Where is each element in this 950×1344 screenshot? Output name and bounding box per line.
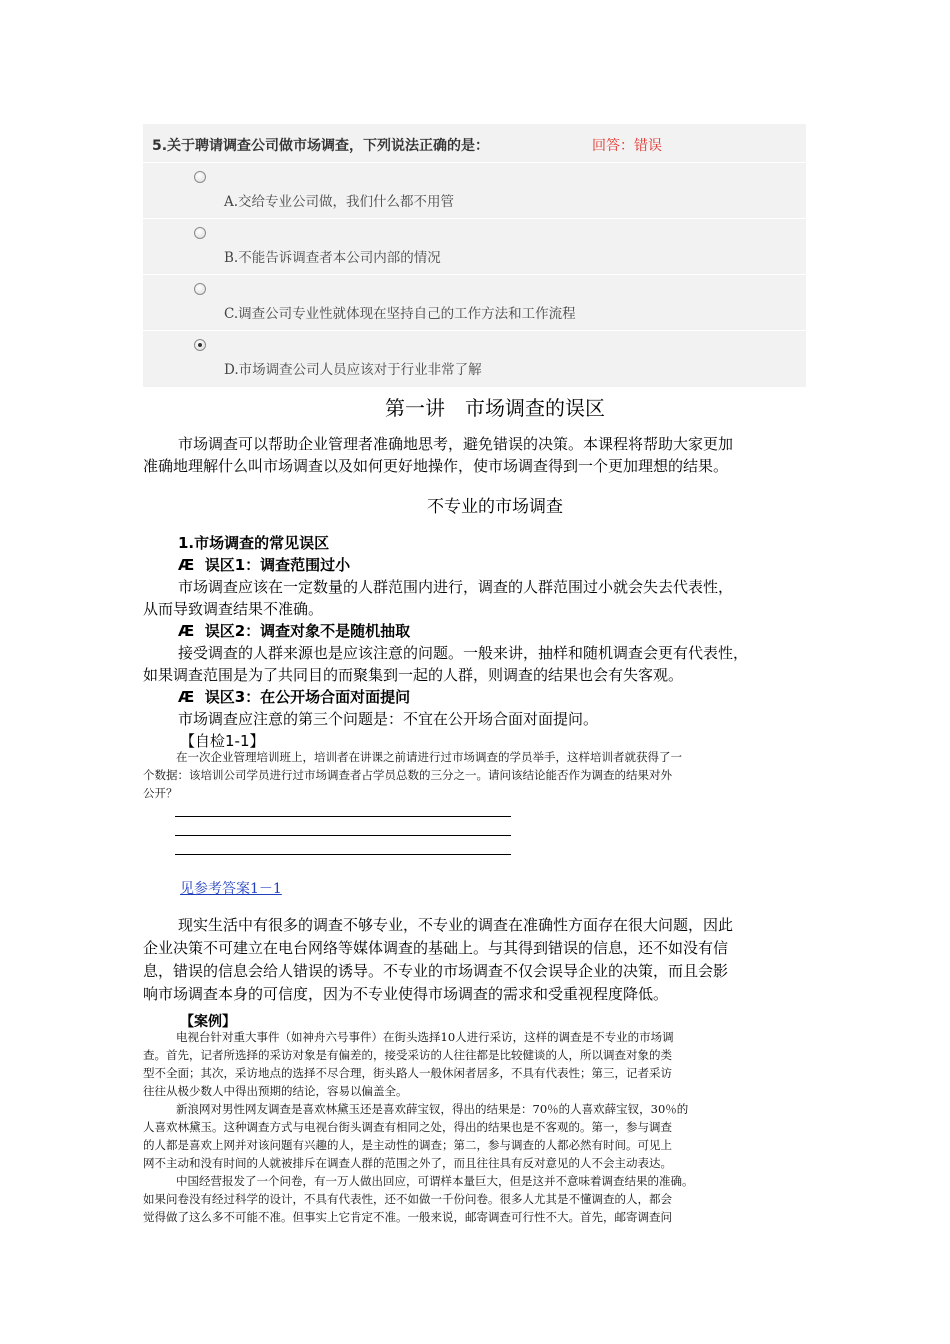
intro-line: 市场调查可以帮助企业管理者准确地思考，避免错误的决策。本课程将帮助大家更加 xyxy=(178,435,734,453)
misconception-text: 接受调查的人群来源也是应该注意的问题。一般来讲，抽样和随机调查会更有代表性， xyxy=(178,644,749,662)
option-a[interactable] xyxy=(143,163,806,219)
selfcheck-line: 在一次企业管理培训班上，培训者在讲课之前请进行过市场调查的学员举手，这样培训者就获得了一 xyxy=(176,750,682,764)
case-line: 中国经营报发了一个问卷，有一万人做出回应，可谓样本量巨大，但是这并不意味着调查结果的准确。 xyxy=(176,1174,694,1188)
case-line: 如果问卷没有经过科学的设计，不具有代表性，还不如做一千份问卷。很多人尤其是不懂调查的人，都会 xyxy=(143,1192,672,1206)
question-text: 5.关于聘请调查公司做市场调查，下列说法正确的是： xyxy=(152,138,490,154)
option-label: D.市场调查公司人员应该对于行业非常了解 xyxy=(224,362,482,378)
body-line: 现实生活中有很多的调查不够专业，不专业的调查在准确性方面存在很大问题，因此 xyxy=(178,916,734,934)
bullet-glyph: Æ xyxy=(178,622,195,640)
misconception-heading xyxy=(143,554,823,576)
sub-title: 1.市场调查的常见误区 xyxy=(178,534,330,552)
option-d[interactable] xyxy=(143,331,806,386)
misconception-text: 从而导致调查结果不准确。 xyxy=(143,600,324,618)
answer-result: 回答：错误 xyxy=(592,138,662,154)
case-text xyxy=(143,1028,833,1226)
question-header xyxy=(143,124,806,163)
radio-button-b[interactable] xyxy=(194,227,206,239)
misconception-heading-text: 误区3：在公开场合面对面提问 xyxy=(204,688,411,706)
case-line: 电视台针对重大事件（如神舟六号事件）在街头选择10人进行采访，这样的调查是不专业的市场调 xyxy=(176,1030,674,1044)
lecture-title: 第一讲 市场调查的误区 xyxy=(385,396,605,420)
radio-button-c[interactable] xyxy=(194,283,206,295)
case-line: 型不全面；其次，采访地点的选择不尽合理，街头路人一般休闲者居多，不具有代表性；第三，记者采访 xyxy=(143,1066,672,1080)
body-line: 息，错误的信息会给人错误的诱导。不专业的市场调查不仅会误导企业的决策，而且会影 xyxy=(143,962,729,980)
misconception-heading xyxy=(143,620,823,642)
body-line: 企业决策不可建立在电台网络等媒体调查的基础上。与其得到错误的信息，还不如没有信 xyxy=(143,939,729,957)
body-paragraph xyxy=(143,914,823,1006)
selfcheck-line: 公开？ xyxy=(143,786,178,800)
case-line: 新浪网对男性网友调查是喜欢林黛玉还是喜欢薛宝钗，得出的结果是：70％的人喜欢薛宝钗，30％的 xyxy=(176,1102,689,1116)
case-line: 查。首先，记者所选择的采访对象是有偏差的，接受采访的人往往都是比较健谈的人，所以调查对象的类 xyxy=(143,1048,672,1062)
misconception-heading-text: 误区2：调查对象不是随机抽取 xyxy=(204,622,411,640)
answer-line xyxy=(175,854,511,855)
case-title: 【案例】 xyxy=(180,1014,236,1030)
selfcheck-line: 个数据：该培训公司学员进行过市场调查者占学员总数的三分之一。请问该结论能否作为调查的结果对外 xyxy=(143,768,672,782)
selfcheck-title: 【自检1-1】 xyxy=(180,732,265,750)
option-label: A.交给专业公司做，我们什么都不用管 xyxy=(224,194,455,210)
case-line: 人喜欢林黛玉。这种调查方式与电视台街头调查有相同之处，得出的结果也是不客观的。第一，参与调查 xyxy=(143,1120,672,1134)
option-label: C.调查公司专业性就体现在坚持自己的工作方法和工作流程 xyxy=(224,306,576,322)
answer-line xyxy=(175,835,511,836)
reference-answer-link[interactable]: 见参考答案1－1 xyxy=(180,881,282,897)
misconception-text: 如果调查范围是为了共同目的而聚集到一起的人群，则调查的结果也会有失客观。 xyxy=(143,666,684,684)
misconception-text: 市场调查应注意的第三个问题是：不宜在公开场合面对面提问。 xyxy=(178,710,599,728)
misconception-text: 市场调查应该在一定数量的人群范围内进行，调查的人群范围过小就会失去代表性， xyxy=(178,578,734,596)
option-c[interactable] xyxy=(143,275,806,331)
bullet-glyph: Æ xyxy=(178,556,195,574)
case-line: 的人都是喜欢上网并对该问题有兴趣的人，是主动性的调查；第二，参与调查的人都必然有时间。可见上 xyxy=(143,1138,672,1152)
radio-button-a[interactable] xyxy=(194,171,206,183)
bullet-glyph: Æ xyxy=(178,688,195,706)
section-title: 不专业的市场调查 xyxy=(427,497,563,517)
intro-paragraph xyxy=(143,433,823,477)
misconceptions-list xyxy=(143,532,823,730)
answer-line xyxy=(175,816,511,817)
case-line: 网不主动和没有时间的人就被排斥在调查人群的范围之外了，而且往往具有反对意见的人不会主动表达。 xyxy=(143,1156,672,1170)
selfcheck-question xyxy=(143,748,843,802)
radio-button-d[interactable] xyxy=(194,339,206,351)
quiz-panel xyxy=(143,124,806,387)
misconception-heading xyxy=(143,686,823,708)
case-line: 往往从极少数人中得出预期的结论，容易以偏盖全。 xyxy=(143,1084,408,1098)
body-line: 响市场调查本身的可信度，因为不专业使得市场调查的需求和受重视程度降低。 xyxy=(143,985,669,1003)
misconception-heading-text: 误区1：调查范围过小 xyxy=(204,556,351,574)
option-b[interactable] xyxy=(143,219,806,275)
intro-line: 准确地理解什么叫市场调查以及如何更好地操作，使市场调查得到一个更加理想的结果。 xyxy=(143,457,729,475)
case-line: 觉得做了这么多不可能不准。但事实上它肯定不准。一般来说，邮寄调查可行性不大。首先，邮寄调查问 xyxy=(143,1210,672,1224)
option-label: B.不能告诉调查者本公司内部的情况 xyxy=(224,250,441,266)
